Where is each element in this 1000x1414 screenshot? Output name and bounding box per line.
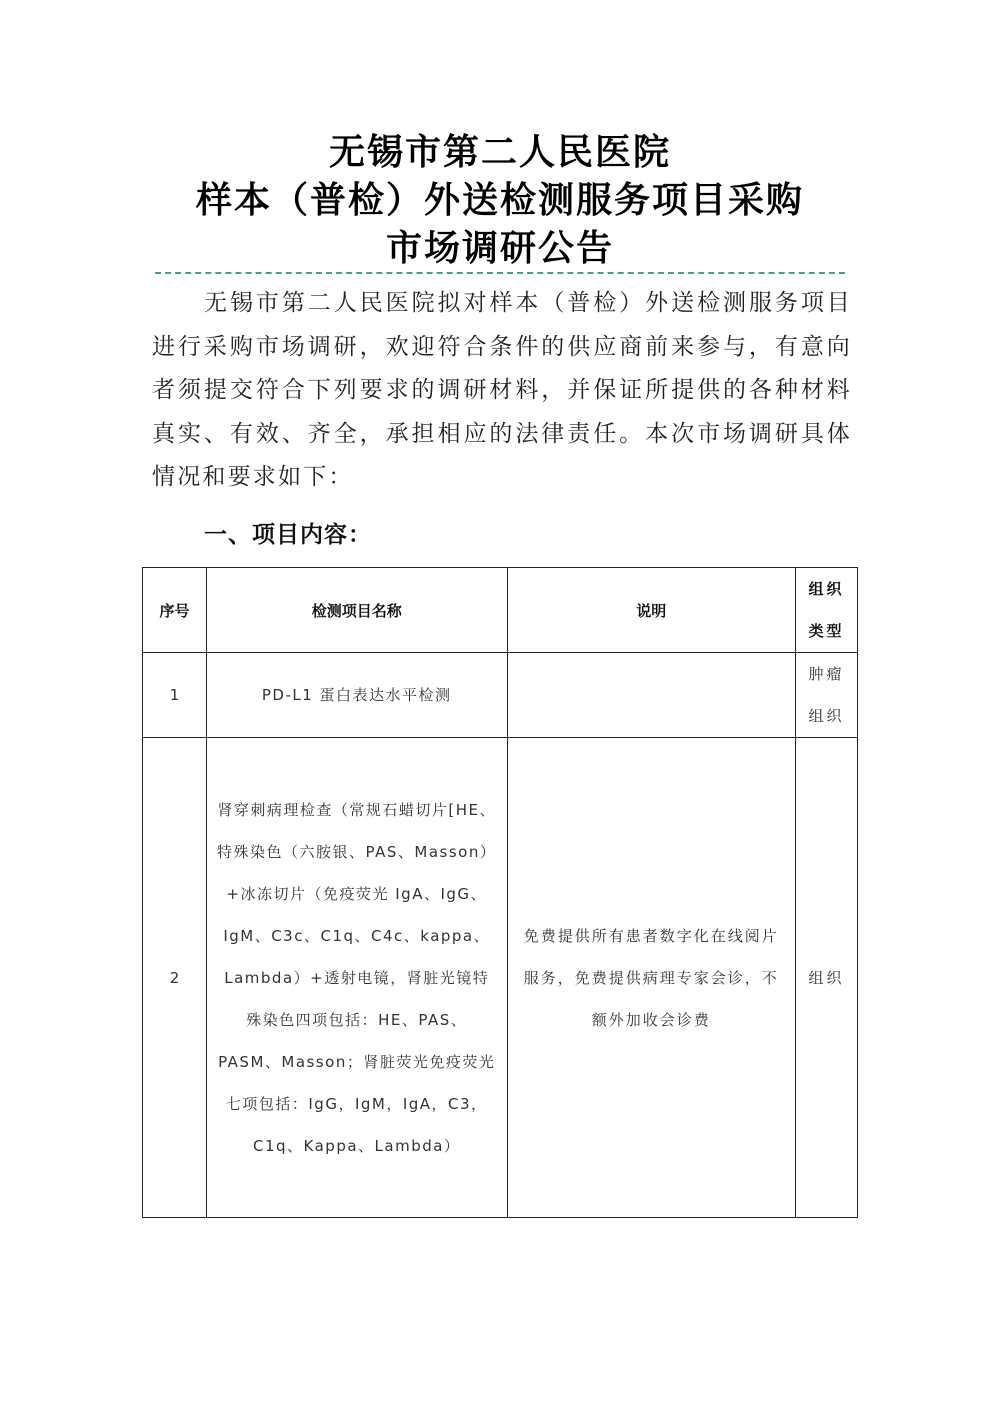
cell-index: 2: [143, 738, 207, 1218]
section-heading: 一、项目内容：: [204, 522, 372, 548]
header-name: 检测项目名称: [206, 568, 507, 653]
header-tissue-type: [796, 568, 858, 653]
cell-tissue-type-line2: 组织: [808, 707, 845, 725]
table-header-row: [143, 568, 858, 653]
cell-description: [507, 653, 796, 738]
title-line-1: 无锡市第二人民医院: [328, 131, 671, 173]
title-line-2: 样本（普检）外送检测服务项目采购: [195, 179, 804, 221]
table-row: [143, 738, 858, 1218]
header-tissue-type-line2: 类型: [808, 622, 845, 640]
intro-paragraph: 无锡市第二人民医院拟对样本（普检）外送检测服务项目进行采购市场调研，欢迎符合条件的供应商前来参与，有意向者须提交符合下列要求的调研材料，并保证所提供的各种材料真实、有效、齐全，承担相应的法律责任。本次市场调研具体情况和要求如下：: [152, 290, 852, 490]
cell-tissue-type: [796, 653, 858, 738]
cell-description: 免费提供所有患者数字化在线阅片服务，免费提供病理专家会诊，不额外加收会诊费: [507, 738, 796, 1218]
cell-name: 肾穿刺病理检查（常规石蜡切片[HE、特殊染色（六胺银、PAS、Masson）+冰冻切片（免疫荧光 IgA、IgG、IgM、C3c、C1q、C4c、kappa、Lambda）+透射电镜，肾脏光镜特殊染色四项包括：HE、PAS、PASM、Masson；肾脏荧光免疫荧光七项包括：IgG，IgM，IgA，C3，C1q、Kappa、Lambda）: [206, 738, 507, 1218]
cell-tissue-type: [796, 738, 858, 1218]
project-table: [142, 567, 858, 1218]
title-line-3: 市场调研公告: [385, 227, 614, 269]
table-row: [143, 653, 858, 738]
cell-index: 1: [143, 653, 207, 738]
header-tissue-type-line1: 组织: [808, 580, 845, 598]
cell-tissue-type-line1: 肿瘤: [808, 665, 845, 683]
cell-name: PD-L1 蛋白表达水平检测: [206, 653, 507, 738]
header-description: 说明: [507, 568, 796, 653]
dashed-divider: [155, 272, 845, 274]
header-index: 序号: [143, 568, 207, 653]
cell-tissue-type-line1: 组织: [808, 968, 845, 987]
